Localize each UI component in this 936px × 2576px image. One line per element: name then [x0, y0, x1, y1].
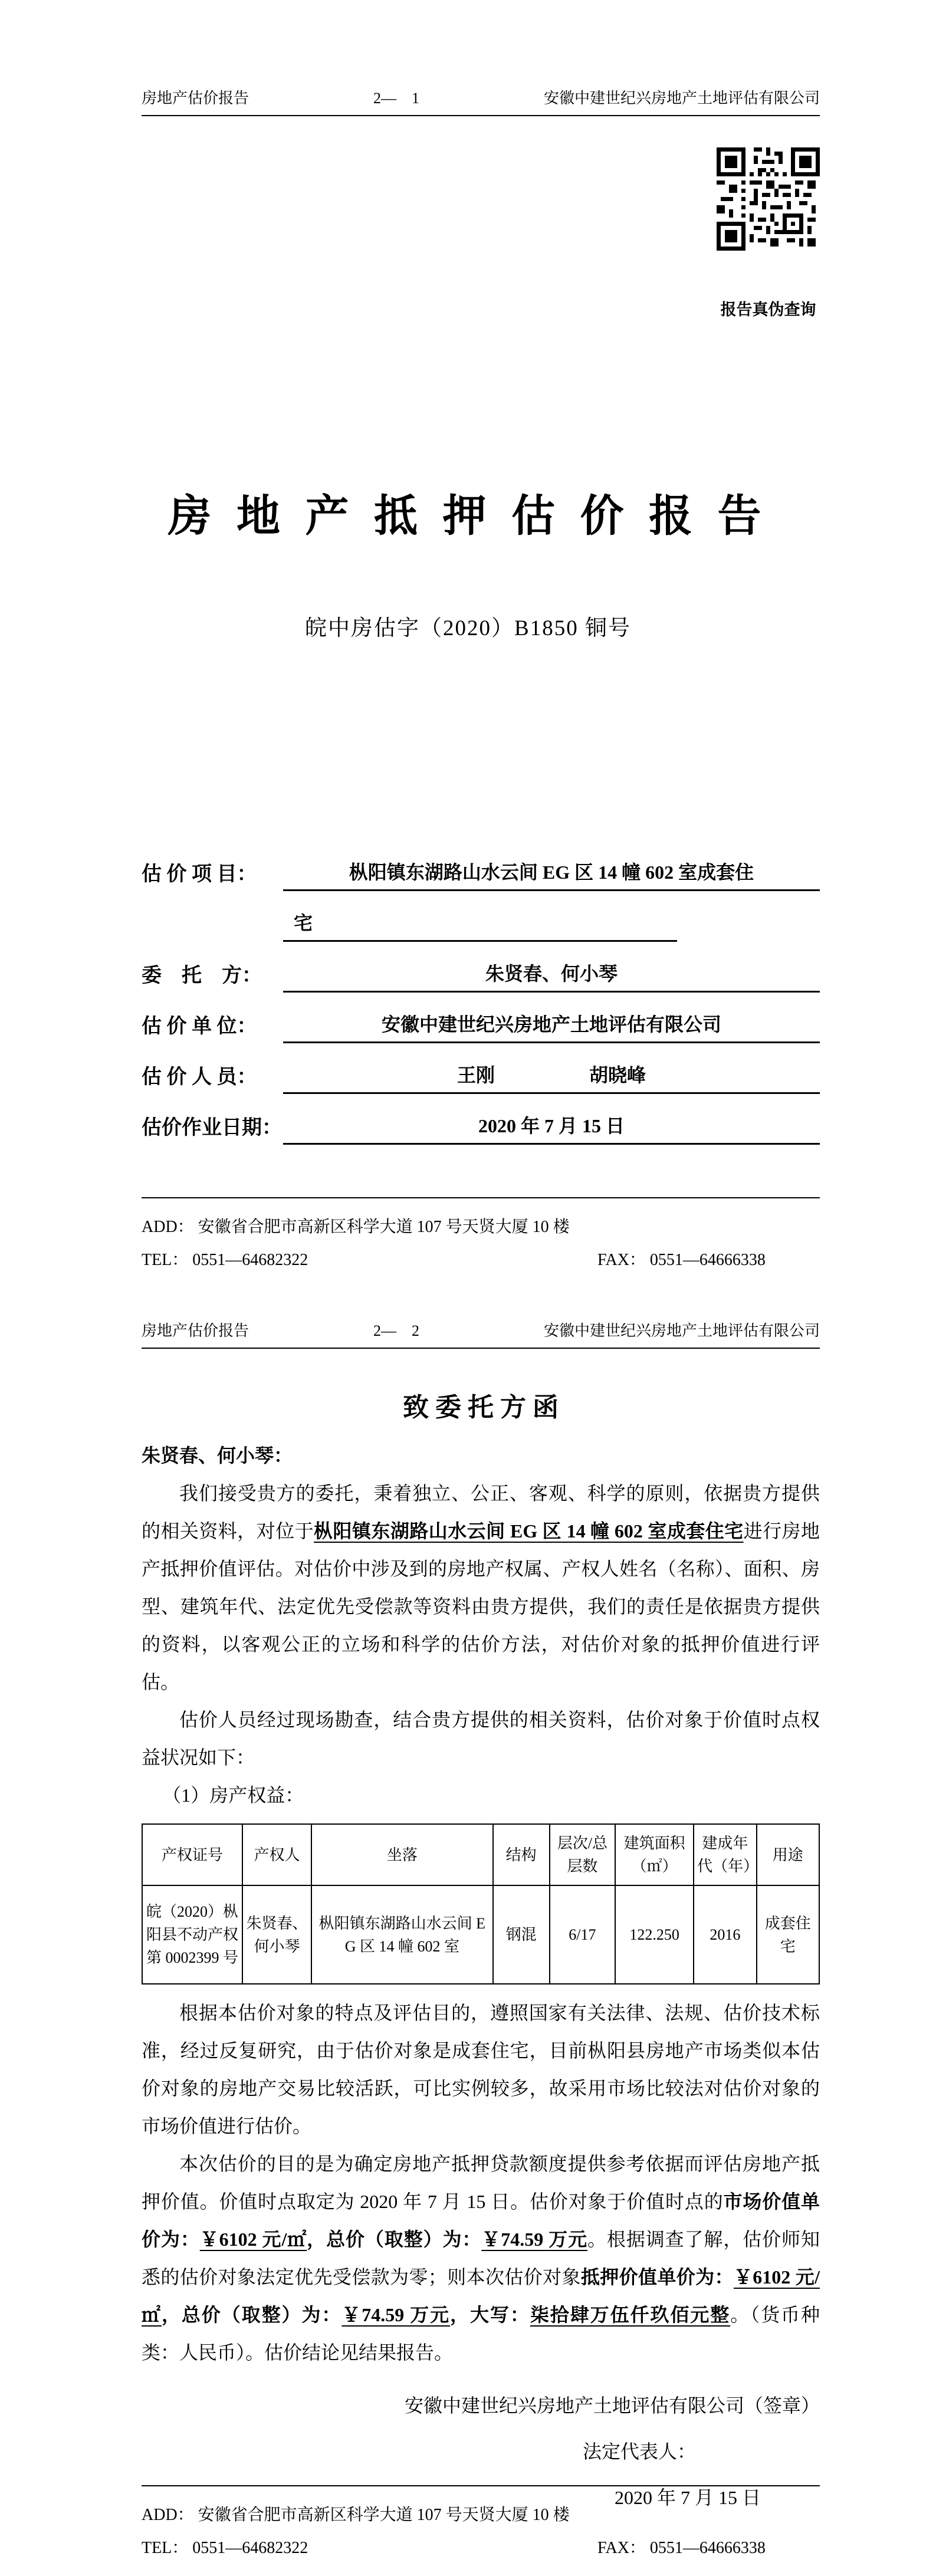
property-name-emphasis: 枞阳镇东湖路山水云间 EG 区 14 幢 602 室成套住宅: [314, 1520, 744, 1542]
market-total-price-label: ，总价（取整）为：: [307, 2229, 482, 2250]
letter-title: 致 委 托 方 函: [403, 1393, 559, 1422]
form-row-date: [142, 1094, 820, 1145]
col-year-built: 建成年代（年）: [694, 1824, 756, 1885]
page-header: [142, 1319, 820, 1349]
paragraph-text: 。根据调查了解，估价师知悉的估价对象法定优先受偿款为零；则本次估价对象: [142, 2229, 820, 2288]
mortgage-total-price-label: ，总价（取整）为：: [161, 2304, 342, 2325]
cell-location: 枞阳镇东湖路山水云间 EG 区 14 幢 602 室: [311, 1885, 493, 1984]
header-company-name: 安徽中建世纪兴房地产土地评估有限公司: [543, 1322, 820, 1339]
table-header-row: [142, 1824, 819, 1885]
cell-use: 成套住宅: [757, 1885, 819, 1984]
mortgage-unit-price-value: ￥6102 元/㎡: [142, 2266, 820, 2325]
signature-date: 2020 年 7 月 15 日: [614, 2487, 761, 2508]
market-unit-price-label: 市场价值单价为：: [142, 2191, 820, 2250]
market-unit-price-value: ￥6102 元/㎡: [199, 2229, 307, 2250]
paragraph-text: 我们接受贵方的委托，秉着独立、公正、客观、科学的原则，依据贵方提供的相关资料，对位于: [142, 1483, 820, 1542]
header-page-number: 2— 2: [373, 1322, 419, 1339]
form-value-project: 枞阳镇东湖路山水云间 EG 区 14 幢 602 室成套住: [283, 857, 820, 891]
form-label-appraisers: 估 价 人 员：: [142, 1066, 257, 1088]
signature-company: 安徽中建世纪兴房地产土地评估有限公司（签章）: [404, 2395, 820, 2416]
form-label-spacer: [142, 937, 283, 942]
cell-year-built: 2016: [694, 1885, 756, 1984]
cell-certificate-no: 皖（2020）枞阳县不动产权第 0002399 号: [142, 1885, 242, 1984]
form-value-date: 2020 年 7 月 15 日: [283, 1111, 820, 1145]
form-label-project: 估 价 项 目：: [142, 863, 257, 885]
cell-structure: 钢混: [493, 1885, 550, 1984]
page-header: [142, 86, 820, 116]
footer-contact-row: [142, 2535, 820, 2558]
paragraph-valuation-result: [142, 2145, 820, 2371]
report-title: 房 地 产 抵 押 估 价 报 告: [168, 492, 768, 541]
mortgage-unit-price-label: 抵押价值单价为：: [580, 2266, 734, 2288]
cell-floor: 6/17: [550, 1885, 616, 1984]
qr-caption: 报告真伪查询: [720, 301, 816, 318]
letter-body: [142, 1387, 820, 2516]
table-body: [142, 1885, 819, 1984]
form-value-agency: 安徽中建世纪兴房地产土地评估有限公司: [283, 1010, 820, 1043]
signature-legal-representative: 法定代表人：: [582, 2441, 696, 2462]
qr-code: [717, 147, 820, 251]
footer-tel: TEL： 0551—64682322: [142, 1251, 308, 1269]
header-doc-type: 房地产估价报告: [142, 90, 249, 107]
table-row: [142, 1885, 819, 1984]
form-row-client: [142, 942, 820, 993]
col-area: 建筑面积（㎡）: [615, 1824, 694, 1885]
form-row-project-continued: [142, 891, 820, 942]
footer-fax: FAX： 0551—64666338: [597, 2539, 766, 2557]
form-label-client: 委 托 方：: [142, 965, 262, 987]
header-doc-type: 房地产估价报告: [142, 1322, 249, 1339]
paragraph-text: 进行房地产抵押价值评估。对估价中涉及到的房地产权属、产权人姓名（名称）、面积、房型、建筑年代、法定优先受偿款等资料由贵方提供，我们的责任是依据贵方提供的资料，以客观公正的立场和科学的估价方法，对估价对象的抵押价值进行评估。: [142, 1520, 820, 1693]
page-footer: [142, 1197, 820, 1270]
form-label-date: 估价作业日期：: [142, 1117, 282, 1139]
letter-page: [0, 1288, 936, 2576]
col-use: 用途: [757, 1824, 819, 1885]
footer-tel: TEL： 0551—64682322: [142, 2539, 308, 2557]
col-floor: 层次/总层数: [550, 1824, 616, 1885]
cover-form: [142, 840, 820, 1145]
table-head: [142, 1824, 819, 1885]
amount-in-words-label: ，大写：: [450, 2304, 530, 2325]
col-structure: 结构: [493, 1824, 550, 1885]
footer-address: ADD： 安徽省合肥市高新区科学大道 107 号天贤大厦 10 楼: [142, 2506, 570, 2524]
amount-in-words-value: 柒拾肆万伍仟玖佰元整: [530, 2304, 731, 2325]
form-value-appraisers: 王刚 胡晓峰: [283, 1060, 820, 1094]
paragraph-method: 根据本估价对象的特点及评估目的，遵照国家有关法律、法规、估价技术标准，经过反复研究，由于估价对象是成套住宅，目前枞阳县房地产市场类似本估价对象的房地产交易比较活跃，可比实例较多，故采用市场比较法对估价对象的市场价值进行估价。: [142, 2002, 820, 2137]
report-verification-block: [717, 147, 820, 320]
form-value-project-continued: 宅: [283, 908, 677, 942]
property-rights-table: [142, 1823, 820, 1984]
paragraph-rights-label: （1）房产权益：: [162, 1785, 304, 1806]
page-footer: [142, 2485, 820, 2558]
form-label-agency: 估 价 单 位：: [142, 1016, 257, 1037]
report-number: 皖中房估字（2020）B1850 铜号: [305, 616, 631, 640]
paragraph-text: 本次估价的目的是为确定房地产抵押贷款额度提供参考依据而评估房地产抵押价值。价值时点取定为 2020 年 7 月 15 日。估价对象于价值时点的: [142, 2153, 820, 2212]
col-certificate-no: 产权证号: [142, 1824, 242, 1885]
mortgage-total-price-value: ￥74.59 万元: [341, 2304, 451, 2325]
col-owner: 产权人: [242, 1824, 311, 1885]
form-row-appraisers: [142, 1043, 820, 1094]
cell-area: 122.250: [615, 1885, 694, 1984]
market-total-price-value: ￥74.59 万元: [481, 2229, 587, 2250]
paragraph-commission: [142, 1474, 820, 1701]
footer-address: ADD： 安徽省合肥市高新区科学大道 107 号天贤大厦 10 楼: [142, 1218, 570, 1236]
footer-fax: FAX： 0551—64666338: [597, 1251, 766, 1269]
paragraph-inspection: 估价人员经过现场勘查，结合贵方提供的相关资料，估价对象于价值时点权益状况如下：: [142, 1709, 820, 1768]
cell-owner: 朱贤春、何小琴: [242, 1885, 311, 1984]
footer-contact-row: [142, 1247, 820, 1270]
form-row-agency: [142, 993, 820, 1043]
letter-salutation: 朱贤春、何小琴：: [142, 1445, 293, 1466]
paragraph-text: 。（货币种类：人民币）。估价结论见结果报告。: [142, 2304, 820, 2363]
form-row-project: [142, 840, 820, 891]
col-location: 坐落: [311, 1824, 493, 1885]
header-page-number: 2— 1: [373, 90, 419, 107]
header-company-name: 安徽中建世纪兴房地产土地评估有限公司: [543, 90, 820, 107]
form-value-client: 朱贤春、何小琴: [283, 959, 820, 993]
